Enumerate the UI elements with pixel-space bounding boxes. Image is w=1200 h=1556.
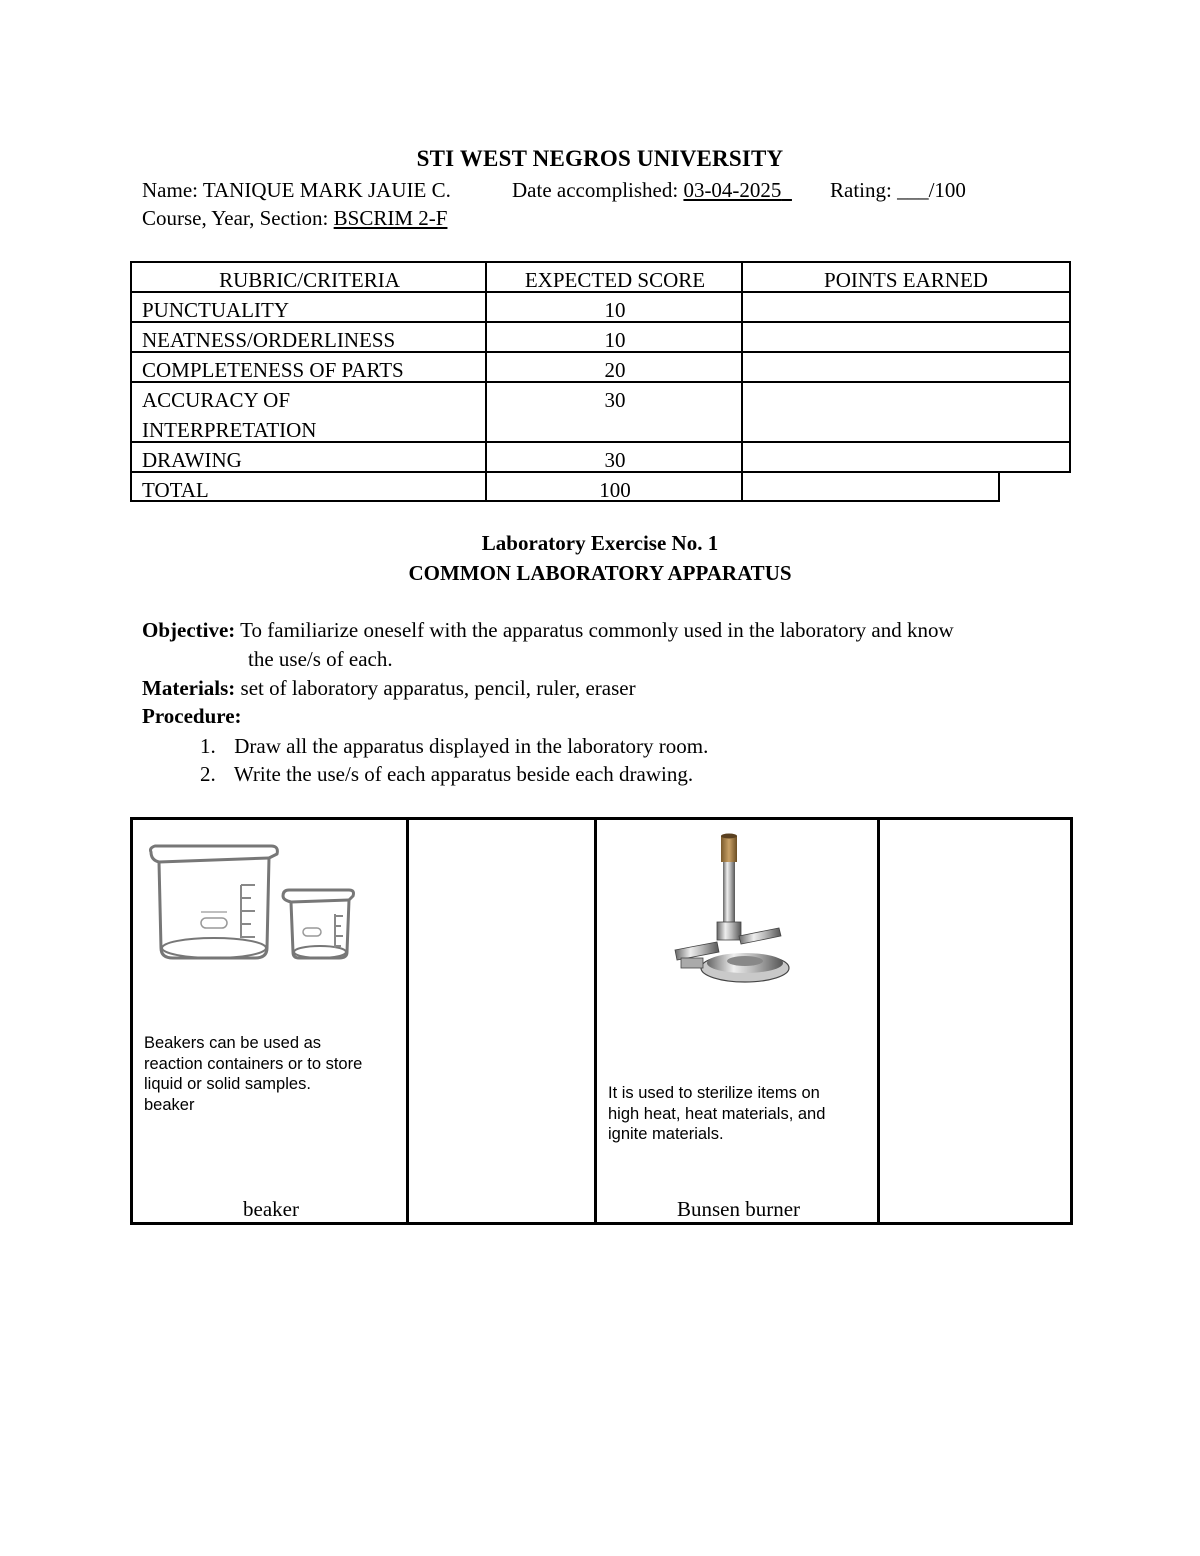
expected-cell: 30 <box>485 443 743 471</box>
objective-text-1: To familiarize oneself with the apparatus commonly used in the laboratory and know <box>240 618 954 642</box>
expected-cell: 10 <box>485 323 743 351</box>
table-row <box>130 351 1071 383</box>
note-line: Beakers can be used as <box>144 1034 322 1052</box>
objective-line-1 <box>142 618 954 643</box>
step-text: Draw all the apparatus displayed in the laboratory room. <box>234 734 709 758</box>
apparatus-cell-bunsen <box>594 820 880 1222</box>
earned-cell <box>741 353 1069 381</box>
earned-cell <box>741 323 1069 351</box>
criteria-line-2: INTERPRETATION <box>142 418 317 442</box>
step-number: 2. <box>200 762 216 786</box>
earned-cell <box>741 293 1069 321</box>
rating-line: Rating: ___/100 <box>830 178 966 202</box>
beaker-note <box>144 1033 362 1115</box>
apparatus-cell-beaker <box>133 820 409 1222</box>
criteria-cell <box>132 383 487 441</box>
criteria-cell: PUNCTUALITY <box>142 298 289 322</box>
exercise-title: COMMON LABORATORY APPARATUS <box>408 561 792 585</box>
table-row <box>130 381 1071 443</box>
procedure-label: Procedure: <box>142 704 242 728</box>
course-label: Course, Year, Section: <box>142 206 334 230</box>
procedure-step <box>200 762 693 787</box>
procedure-step <box>200 734 708 759</box>
earned-cell <box>741 443 1069 471</box>
criteria-cell: DRAWING <box>142 448 242 472</box>
criteria-cell: TOTAL <box>142 478 209 502</box>
apparatus-cell-empty <box>877 820 1073 1222</box>
earned-cell <box>741 383 1069 441</box>
name-value: TANIQUE MARK JAUIE C. <box>202 178 451 202</box>
expected-cell: 100 <box>485 473 743 500</box>
table-row-total <box>130 471 1000 502</box>
materials-text: set of laboratory apparatus, pencil, ruler, eraser <box>240 676 636 700</box>
course-line <box>142 206 447 231</box>
apparatus-cell-empty <box>406 820 597 1222</box>
name-line <box>142 178 451 203</box>
note-line: liquid or solid samples. <box>144 1075 311 1093</box>
rubric-header-expected: EXPECTED SCORE <box>485 263 743 291</box>
note-line: ignite materials. <box>608 1125 724 1143</box>
materials-label: Materials: <box>142 676 236 700</box>
date-value: 03-04-2025 <box>683 178 782 202</box>
table-row <box>130 441 1071 473</box>
date-line <box>512 178 792 203</box>
beaker-drawing-icon <box>143 840 383 980</box>
rubric-header-earned: POINTS EARNED <box>741 263 1069 291</box>
bunsen-note <box>608 1083 825 1145</box>
materials-line <box>142 676 636 701</box>
rubric-header-row <box>130 261 1071 293</box>
expected-cell: 10 <box>485 293 743 321</box>
criteria-cell: NEATNESS/ORDERLINESS <box>142 328 396 352</box>
note-line: beaker <box>144 1095 195 1114</box>
exercise-number: Laboratory Exercise No. 1 <box>481 531 719 555</box>
objective-label: Objective: <box>142 618 236 642</box>
criteria-cell: COMPLETENESS OF PARTS <box>142 358 404 382</box>
apparatus-grid <box>130 817 1073 1225</box>
step-text: Write the use/s of each apparatus beside each drawing. <box>233 762 694 786</box>
earned-cell <box>741 473 998 500</box>
rubric-header-criteria: RUBRIC/CRITERIA <box>219 268 400 292</box>
objective-text-2: the use/s of each. <box>248 647 393 671</box>
note-line: It is used to sterilize items on <box>608 1084 820 1102</box>
expected-cell: 20 <box>485 353 743 381</box>
table-row <box>130 321 1071 353</box>
beaker-caption: beaker <box>243 1197 299 1221</box>
table-row <box>130 291 1071 323</box>
note-line: high heat, heat materials, and <box>608 1104 826 1123</box>
step-number: 1. <box>200 734 216 758</box>
bunsen-caption: Bunsen burner <box>676 1197 801 1221</box>
expected-cell: 30 <box>485 383 743 441</box>
note-line: reaction containers or to store <box>144 1054 363 1073</box>
bunsen-burner-icon <box>667 832 807 1002</box>
school-title: STI WEST NEGROS UNIVERSITY <box>416 146 784 171</box>
course-value: BSCRIM 2-F <box>333 206 448 230</box>
criteria-line-1: ACCURACY OF <box>142 388 291 412</box>
name-label: Name: <box>142 178 203 202</box>
date-label: Date accomplished: <box>512 178 684 202</box>
